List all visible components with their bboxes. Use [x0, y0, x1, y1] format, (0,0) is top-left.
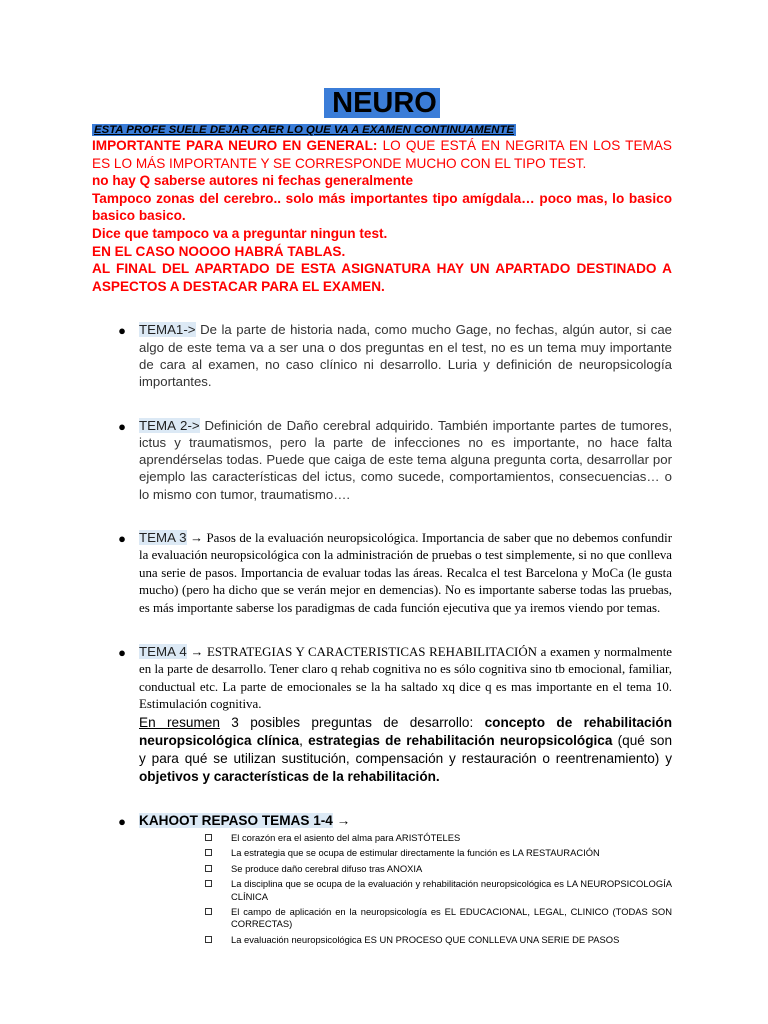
tema2-label: TEMA 2-> — [139, 417, 200, 433]
checkbox-icon — [205, 936, 212, 943]
intro-important-text: LO QUE ESTÁ EN NEGRITA EN LOS TEMAS ES LO MÁS IMPORTANTE Y SE CORRESPONDE MUCHO CON EL TIPO TEST. — [92, 138, 672, 171]
tema3-text: → Pasos de la evaluación neuropsicológica. Importancia de saber que no debemos confundir la evaluación neuropsicológica con la administración de pruebas o test simplemente, si no que conlleva una serie de pasos. Importancia de evaluar todas las áreas. Recalca el test Barcelona y MoCa (le gusta mucho) (pero ha dicho que se verán mejor en demencias). No es importante saberse todas las pruebas, es más importante saberse los paradigmas de cada función ejecutiva que ya iremos viendo por temas. — [139, 531, 672, 615]
topic-tema2 — [92, 417, 672, 503]
checkbox-icon — [205, 908, 212, 915]
tema2-paragraph — [139, 417, 672, 503]
topic-tema4 — [92, 643, 672, 786]
kahoot-arrow: → — [332, 812, 351, 828]
kahoot-item-text: El corazón era el asiento del alma para ARISTÓTELES — [231, 831, 461, 843]
bullet-icon: ● — [118, 323, 126, 339]
checkbox-icon — [205, 834, 212, 841]
bullet-icon: ● — [118, 813, 126, 829]
tema4-summary-bold-3: objetivos y características de la rehabilitación. — [139, 768, 440, 784]
page-title: NEURO — [324, 88, 440, 118]
tema4-summary-bold-1: concepto de rehabilitación neuropsicológica clínica — [139, 714, 672, 748]
tema4-summary-bold-2: estrategias de rehabilitación neuropsicológica — [308, 732, 613, 748]
bullet-icon: ● — [118, 418, 126, 434]
kahoot-heading — [139, 812, 672, 830]
tema4-summary-label: En resumen — [139, 714, 220, 730]
kahoot-question-list — [139, 832, 672, 947]
tema3-paragraph — [139, 529, 672, 617]
tema4-summary-sep: , — [299, 732, 309, 748]
tema1-paragraph — [139, 321, 672, 390]
kahoot-item-text: La disciplina que se ocupa de la evaluación y rehabilitación neuropsicológica es LA NEUROPSICOLOGÍA CLÍNICA — [231, 878, 672, 902]
intro-line-2: no hay Q saberse autores ni fechas generalmente — [92, 173, 414, 189]
kahoot-item-text: El campo de aplicación en la neuropsicología es EL EDUCACIONAL, LEGAL, CLINICO (TODAS SON CORRECTAS) — [231, 906, 672, 930]
intro-important-label: IMPORTANTE PARA NEURO EN GENERAL: — [92, 138, 378, 153]
bullet-icon: ● — [118, 645, 126, 661]
kahoot-item — [223, 906, 672, 930]
intro-line-5: EN EL CASO NOOOO HABRÁ TABLAS. — [92, 243, 346, 259]
tema2-text: Definición de Daño cerebral adquirido. También importante partes de tumores, ictus y traumatismos, pero la parte de infecciones no es importante, no hace falta aprendérselas todas. Puede que caiga de este tema alguna pregunta corta, desarrollar por ejemplo las características del ictus, como sucede, comportamientos, consecuencias… o lo mismo con tumor, traumatismo…. — [139, 417, 672, 502]
tema1-text: De la parte de historia nada, como mucho Gage, no fechas, algún autor, si cae algo de este tema va a ser una o dos preguntas en el test, no es un tema muy importante de cara al examen, no caso clínico ni desarrollo. Luria y definición de neuropsicología importantes. — [139, 322, 672, 390]
kahoot-item — [223, 878, 672, 902]
intro-line-6: AL FINAL DEL APARTADO DE ESTA ASIGNATURA HAY UN APARTADO DESTINADO A ASPECTOS A DESTACAR PARA EL EXAMEN. — [92, 261, 672, 294]
tema4-summary-text-2: (qué son y para qué se utilizan sustitución, compensación y restauración o reentrenamiento) y — [139, 732, 672, 766]
topic-tema3 — [92, 529, 672, 617]
bullet-icon: ● — [118, 531, 126, 547]
kahoot-item — [223, 934, 672, 946]
kahoot-item — [223, 863, 672, 875]
intro-section — [92, 137, 672, 295]
kahoot-item-text: La evaluación neuropsicológica ES UN PROCESO QUE CONLLEVA UNA SERIE DE PASOS — [231, 934, 620, 946]
intro-line-3: Tampoco zonas del cerebro.. solo más importantes tipo amígdala… poco mas, lo basico basico basico. — [92, 190, 672, 224]
kahoot-label: KAHOOT REPASO TEMAS 1-4 — [139, 812, 333, 828]
topic-kahoot — [92, 812, 672, 947]
kahoot-item-text: Se produce daño cerebral difuso tras ANOXIA — [231, 862, 423, 874]
tema4-text: → ESTRATEGIAS Y CARACTERISTICAS REHABILITACIÓN a examen y normalmente en la parte de desarrollo. Tener claro q rehab cognitiva no es sólo cognitiva sino tb emocional, familiar, conductual etc. La parte de emocionales se la ha saltado xq dice q es mas importante en el tema 10. Estimulación cognitiva. — [139, 645, 672, 712]
page-subtitle: ESTA PROFE SUELE DEJAR CAER LO QUE VA A EXAMEN CONTINUAMENTE — [94, 124, 515, 136]
subtitle-block — [92, 122, 672, 137]
intro-important — [92, 137, 672, 172]
topics-list — [92, 321, 672, 946]
tema4-paragraph — [139, 643, 672, 714]
intro-line-4: Dice que tampoco va a preguntar ningun test. — [92, 225, 388, 241]
topic-tema1 — [92, 321, 672, 390]
tema3-label: TEMA 3 — [139, 530, 187, 546]
kahoot-item — [223, 847, 672, 859]
tema4-label: TEMA 4 — [139, 644, 187, 660]
checkbox-icon — [205, 865, 212, 872]
tema4-summary-text-1: 3 posibles preguntas de desarrollo: — [219, 714, 485, 730]
checkbox-icon — [205, 880, 212, 887]
tema4-summary — [139, 714, 672, 786]
title-block — [92, 88, 672, 118]
kahoot-item — [223, 832, 672, 844]
checkbox-icon — [205, 849, 212, 856]
tema1-label: TEMA1-> — [139, 322, 196, 338]
kahoot-item-text: La estrategia que se ocupa de estimular directamente la función es LA RESTAURACIÓN — [231, 847, 600, 859]
